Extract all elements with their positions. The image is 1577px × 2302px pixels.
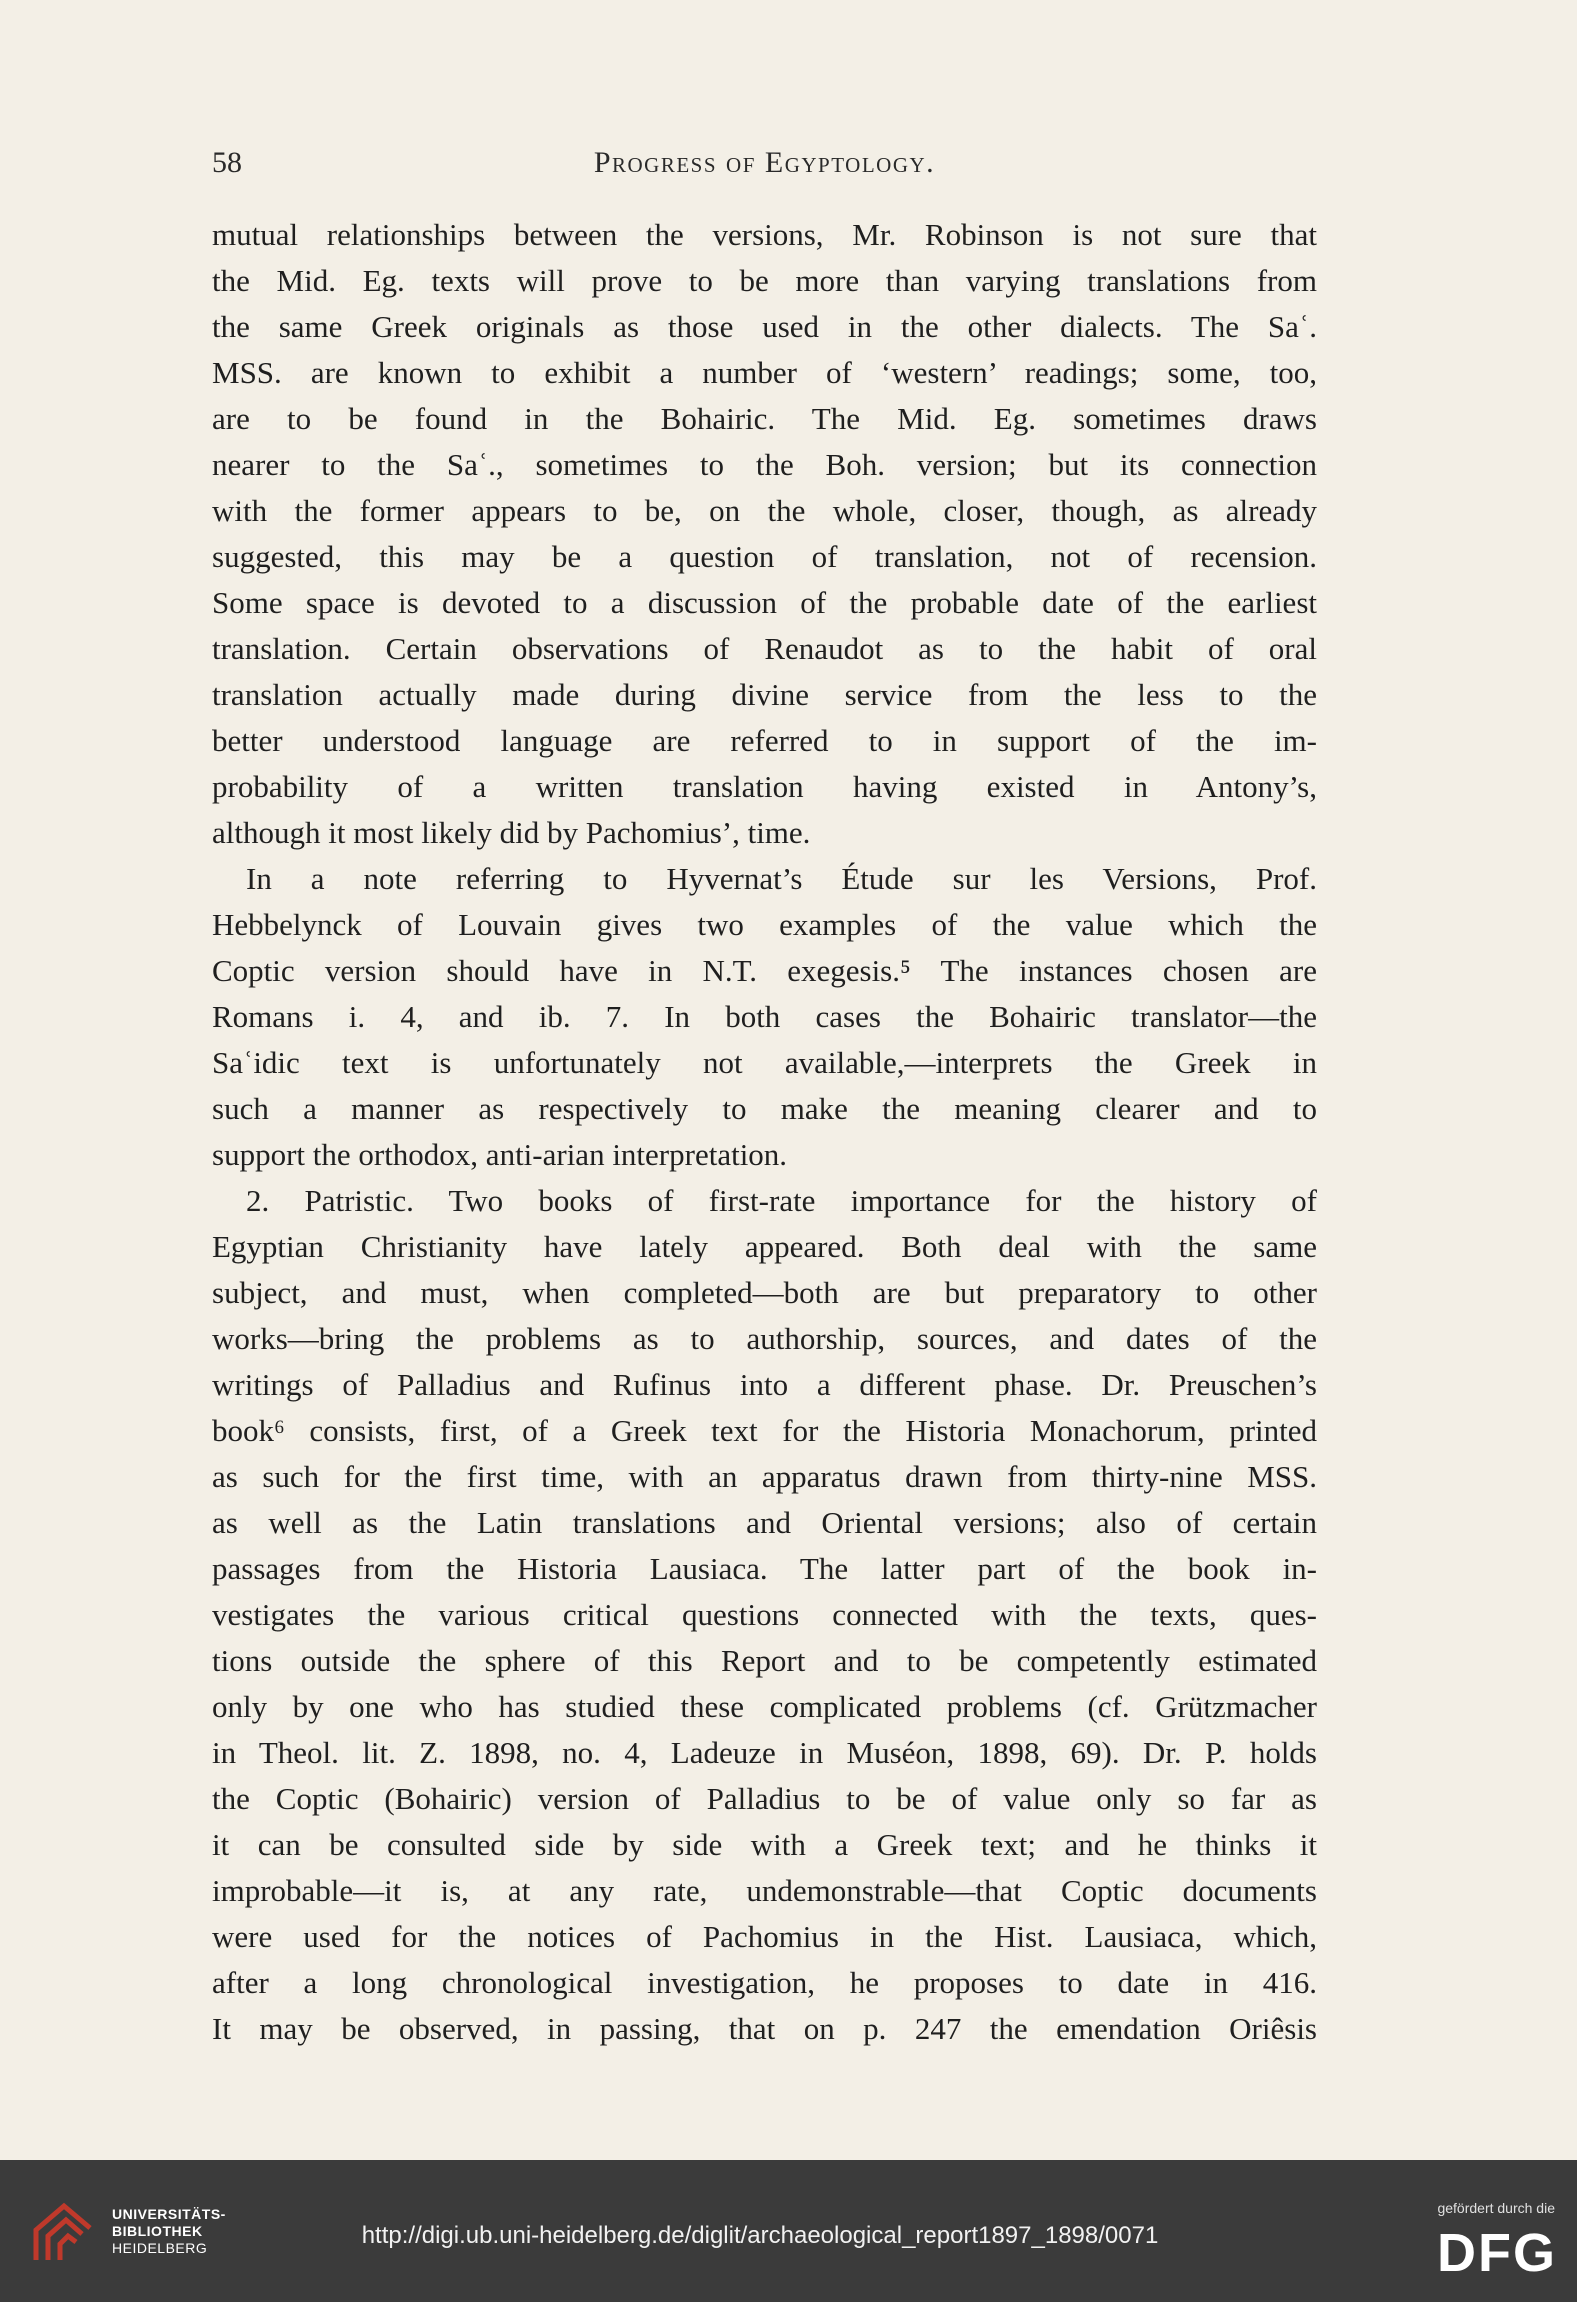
text-line: writings of Palladius and Rufinus into a different phase. Dr. Preuschen’s xyxy=(212,1367,1317,1402)
text-line: the Coptic (Bohairic) version of Palladius to be of value only so far as xyxy=(212,1781,1317,1816)
running-title: Progress of Egyptology. xyxy=(593,146,936,179)
text-line: vestigates the various critical questions connected with the texts, ques- xyxy=(212,1597,1317,1632)
text-line: it can be consulted side by side with a Greek text; and he thinks it xyxy=(212,1827,1317,1862)
text-line: Saʿidic text is unfortunately not available,—interprets the Greek in xyxy=(212,1045,1317,1080)
text-line: improbable—it is, at any rate, undemonstrable—that Coptic documents xyxy=(212,1873,1317,1908)
library-logo-icon xyxy=(30,2200,96,2264)
library-name: UNIVERSITÄTS- BIBLIOTHEK HEIDELBERG xyxy=(112,2206,226,2256)
dfg-logo: DFG xyxy=(1437,2223,1557,2283)
text-line: only by one who has studied these complicated problems (cf. Grützmacher xyxy=(212,1689,1317,1724)
text-line: In a note referring to Hyvernat’s Étude sur les Versions, Prof. xyxy=(246,861,1317,896)
text-line: Romans i. 4, and ib. 7. In both cases the Bohairic translator—the xyxy=(212,999,1317,1034)
digitization-footer xyxy=(0,2160,1577,2302)
text-line: although it most likely did by Pachomius’, time. xyxy=(212,815,811,850)
text-line: were used for the notices of Pachomius in the Hist. Lausiaca, which, xyxy=(212,1919,1317,1954)
text-line: suggested, this may be a question of translation, not of recension. xyxy=(212,539,1317,574)
text-line: nearer to the Saʿ., sometimes to the Boh. version; but its connection xyxy=(212,447,1317,482)
text-line: probability of a written translation having existed in Antony’s, xyxy=(212,769,1317,804)
text-line: with the former appears to be, on the whole, closer, though, as already xyxy=(212,493,1317,528)
text-line: tions outside the sphere of this Report and to be competently estimated xyxy=(212,1643,1317,1678)
text-line: book⁶ consists, first, of a Greek text for the Historia Monachorum, printed xyxy=(212,1413,1317,1448)
text-line: 2. Patristic. Two books of first-rate importance for the history of xyxy=(246,1183,1317,1218)
text-line: are to be found in the Bohairic. The Mid. Eg. sometimes draws xyxy=(212,401,1317,436)
text-line: as well as the Latin translations and Oriental versions; also of certain xyxy=(212,1505,1317,1540)
funder-label: gefördert durch die xyxy=(1437,2200,1555,2216)
text-line: translation. Certain observations of Renaudot as to the habit of oral xyxy=(212,631,1317,666)
text-line: Coptic version should have in N.T. exegesis.⁵ The instances chosen are xyxy=(212,953,1317,988)
text-line: such a manner as respectively to make the meaning clearer and to xyxy=(212,1091,1317,1126)
text-line: passages from the Historia Lausiaca. The latter part of the book in- xyxy=(212,1551,1317,1586)
text-line: the same Greek originals as those used in the other dialects. The Saʿ. xyxy=(212,309,1317,344)
permalink-url[interactable]: http://digi.ub.uni-heidelberg.de/diglit/archaeological_report1897_1898/0071 xyxy=(361,2222,1159,2249)
text-line: It may be observed, in passing, that on p. 247 the emendation Oriêsis xyxy=(212,2011,1317,2046)
text-line: after a long chronological investigation, he proposes to date in 416. xyxy=(212,1965,1317,2000)
text-line: subject, and must, when completed—both are but preparatory to other xyxy=(212,1275,1317,1310)
text-line: Egyptian Christianity have lately appeared. Both deal with the same xyxy=(212,1229,1317,1264)
text-line: support the orthodox, anti-arian interpretation. xyxy=(212,1137,788,1172)
text-line: Hebbelynck of Louvain gives two examples of the value which the xyxy=(212,907,1317,942)
text-line: as such for the first time, with an apparatus drawn from thirty-nine MSS. xyxy=(212,1459,1317,1494)
text-line: MSS. are known to exhibit a number of ‘western’ readings; some, too, xyxy=(212,355,1317,390)
text-line: better understood language are referred to in support of the im- xyxy=(212,723,1317,758)
running-head xyxy=(212,146,1317,186)
text-line: mutual relationships between the versions, Mr. Robinson is not sure that xyxy=(212,217,1317,252)
text-line: Some space is devoted to a discussion of the probable date of the earliest xyxy=(212,585,1317,620)
body-text xyxy=(212,212,1317,2052)
text-line: the Mid. Eg. texts will prove to be more than varying translations from xyxy=(212,263,1317,298)
page-number: 58 xyxy=(212,146,242,179)
text-line: in Theol. lit. Z. 1898, no. 4, Ladeuze in Muséon, 1898, 69). Dr. P. holds xyxy=(212,1735,1317,1770)
text-line: translation actually made during divine service from the less to the xyxy=(212,677,1317,712)
text-line: works—bring the problems as to authorship, sources, and dates of the xyxy=(212,1321,1317,1356)
